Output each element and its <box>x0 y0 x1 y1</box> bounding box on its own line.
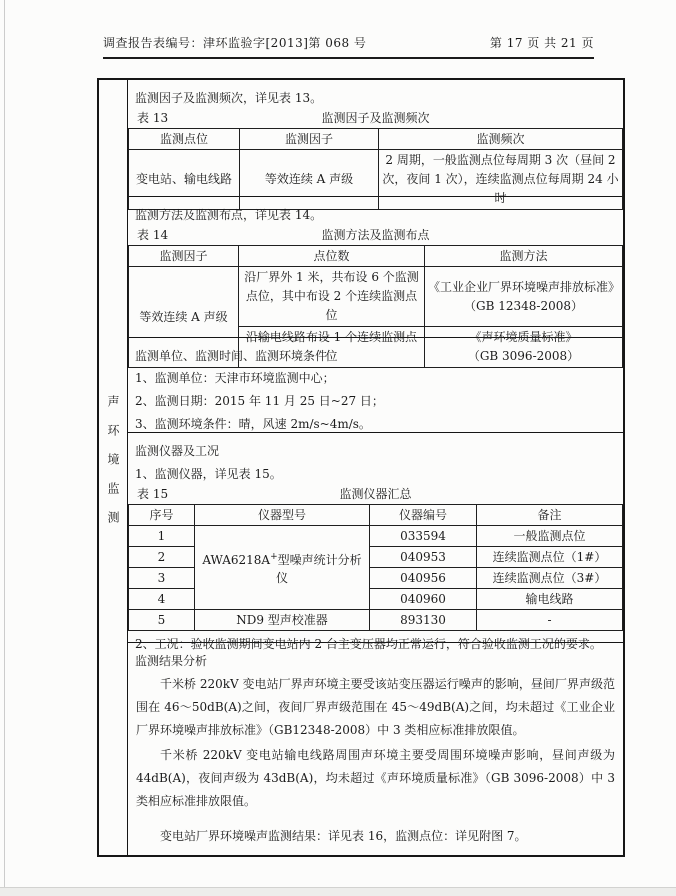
table14-cell-points: 沿输电线路布设 1 个连续监测点位 <box>239 327 425 368</box>
table13-cell-factor: 等效连续 A 声级 <box>240 150 379 210</box>
table15-cell-serial: 040956 <box>370 568 477 589</box>
table14-title: 监测方法及监测布点 <box>321 228 430 242</box>
table15-cell-note: - <box>477 610 623 631</box>
table13-header: 监测因子 <box>240 129 379 150</box>
section3-item: 2、监测日期：2015 年 11 月 25 日~27 日； <box>135 394 384 408</box>
section4-intro: 1、监测仪器，详见表 15。 <box>135 467 282 481</box>
table15-cell-serial: 040953 <box>370 547 477 568</box>
section3-title: 监测单位、监测时间、监测环境条件 <box>135 349 328 363</box>
table15-header: 序号 <box>129 505 195 526</box>
table15-label: 表 15 <box>137 487 169 501</box>
section4-title: 监测仪器及工况 <box>135 444 220 458</box>
section-monitoring-factors <box>128 80 623 205</box>
table15-cell-no: 4 <box>129 589 195 610</box>
table15-title: 监测仪器汇总 <box>339 487 412 501</box>
category-label: 声环境监测 <box>106 395 120 540</box>
model-prefix: AWA6218A <box>202 553 271 567</box>
table13-cell-point: 变电站、输电线路 <box>129 150 240 210</box>
table15-cell-serial: 893130 <box>370 610 477 631</box>
method-line: （GB 12348-2008） <box>464 298 583 313</box>
page-header <box>103 34 594 59</box>
table15-cell-note: 一般监测点位 <box>477 526 623 547</box>
table15-cell-model <box>195 526 370 610</box>
section3-item: 3、监测环境条件：晴，风速 2m/s~4m/s。 <box>135 417 371 431</box>
table15-caption <box>128 486 623 502</box>
table14-cell-method <box>425 267 623 327</box>
section4-condition: 2、工况：验收监测期间变电站内 2 台主变压器均正常运行，符合验收监测工况的要求。 <box>135 637 602 651</box>
table14-header: 点位数 <box>239 246 425 267</box>
table15-cell-note: 输电线路 <box>477 589 623 610</box>
method-line: （GB 3096-2008） <box>467 349 580 363</box>
section2-intro: 监测方法及监测布点，详见表 14。 <box>135 208 323 222</box>
table15-header: 仪器型号 <box>195 505 370 526</box>
section3-item: 1、监测单位：天津市环境监测中心； <box>135 371 335 385</box>
category-cell <box>99 80 128 855</box>
scan-artifact-bottom-edge <box>0 887 676 896</box>
table14-header: 监测因子 <box>129 246 239 267</box>
table14-caption <box>128 227 623 243</box>
model-suffix: 型噪声统计分析仪 <box>275 553 362 585</box>
page-pagination: 第 17 页 共 21 页 <box>489 36 594 50</box>
table15-cell-note: 连续监测点位（3#） <box>477 568 623 589</box>
table15 <box>128 504 623 631</box>
section-result-analysis <box>128 643 623 855</box>
table15-cell-no: 5 <box>129 610 195 631</box>
result-paragraph: 千米桥 220kV 变电站厂界声环境主要受该站变压器运行噪声的影响，昼间厂界声级范围在 46～50dB(A)之间，夜间厂界声级范围在 45～49dB(A)之间，均未超过《工业企业厂界环境噪声排放标准》（GB12348-2008）中 3 类相应标准排放限值。 <box>136 677 615 737</box>
table15-cell-no: 2 <box>129 547 195 568</box>
section-monitoring-conditions <box>128 338 623 433</box>
table15-cell-serial: 033594 <box>370 526 477 547</box>
model-superscript: + <box>270 552 278 562</box>
table13-header: 监测频次 <box>379 129 623 150</box>
table13-header: 监测点位 <box>129 129 240 150</box>
section1-intro: 监测因子及监测频次，详见表 13。 <box>135 91 323 105</box>
table15-header: 备注 <box>477 505 623 526</box>
table15-header-row <box>129 505 623 526</box>
table14-header-row <box>129 246 623 267</box>
result-footer-note: 变电站厂界环境噪声监测结果：详见表 16，监测点位：详见附图 7。 <box>160 829 527 843</box>
table15-cell-note: 连续监测点位（1#） <box>477 547 623 568</box>
table14-cell-points: 沿厂界外 1 米，共布设 6 个监测点位，其中布设 2 个连续监测点位 <box>239 267 425 327</box>
table15-cell-no: 1 <box>129 526 195 547</box>
method-line: 《工业企业厂界环境噪声排放标准》 <box>428 279 621 294</box>
main-form-table <box>97 78 625 857</box>
table13-header-row <box>129 129 623 150</box>
table14-row <box>129 267 623 327</box>
table15-row <box>129 526 623 547</box>
section-instruments <box>128 433 623 651</box>
report-number: 调查报告表编号：津环监验字[2013]第 068 号 <box>103 36 367 50</box>
method-line: 《声环境质量标准》 <box>469 330 578 344</box>
result-paragraph: 千米桥 220kV 变电站输电线路周围声环境主要受周围环境噪声影响，昼间声级为 44dB(A)，夜间声级为 43dB(A)，均未超过《声环境质量标准》（GB 3096-2008）中 3 类相应标准排放限值。 <box>136 748 615 808</box>
table15-cell-serial: 040960 <box>370 589 477 610</box>
table13-label: 表 13 <box>137 111 169 125</box>
section5-title: 监测结果分析 <box>135 654 208 668</box>
table14-cell-factor: 等效连续 A 声级 <box>129 267 239 368</box>
table15-cell-model: ND9 型声校准器 <box>195 610 370 631</box>
table13-caption <box>128 110 623 126</box>
table14-header: 监测方法 <box>425 246 623 267</box>
table15-row <box>129 610 623 631</box>
scan-artifact-left-edge <box>4 0 5 896</box>
table13-cell-frequency: 2 周期，一般监测点位每周期 3 次（昼间 2 次，夜间 1 次），连续监测点位每周期 24 小时 <box>379 150 623 210</box>
table15-cell-no: 3 <box>129 568 195 589</box>
table14-label: 表 14 <box>137 228 169 242</box>
table13-title: 监测因子及监测频次 <box>321 111 430 125</box>
table15-header: 仪器编号 <box>370 505 477 526</box>
content-area <box>128 80 623 855</box>
